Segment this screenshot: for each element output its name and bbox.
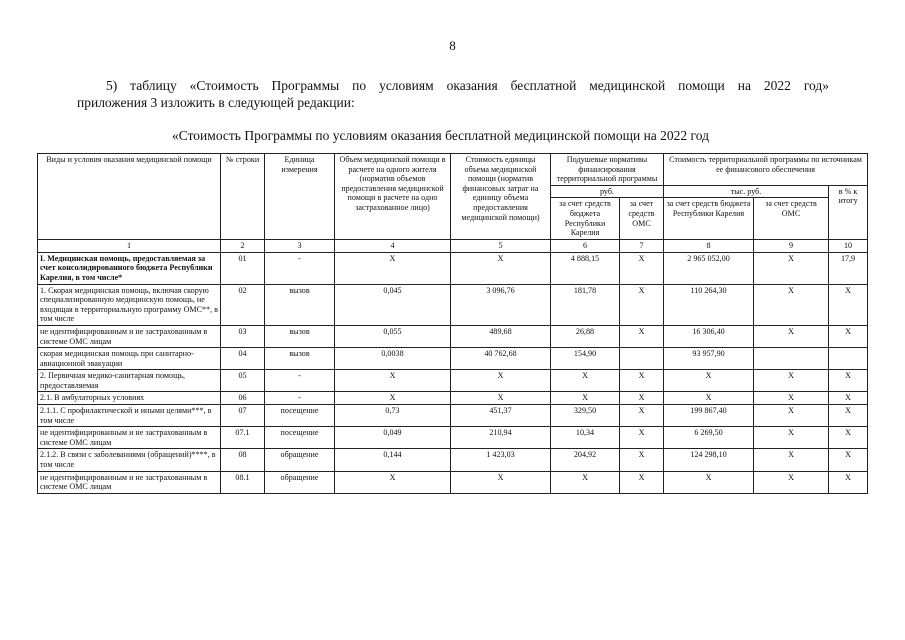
row-total-budget: 199 867,40 [664, 405, 754, 427]
header-rub: руб. [551, 185, 664, 198]
row-unit: обращение [265, 471, 335, 493]
table-row [38, 392, 868, 405]
row-name: не идентифицированным и не застрахованным в системе ОМС лицам [38, 325, 221, 347]
row-per-capita-budget: 26,88 [551, 325, 620, 347]
row-unit-cost: X [451, 392, 551, 405]
header-budget-karelia-2: за счет средств бюджета Республики Карелия [664, 198, 754, 239]
row-number: 01 [221, 252, 265, 284]
row-total-oms: X [754, 427, 829, 449]
row-pct [829, 348, 868, 370]
row-volume: X [335, 370, 451, 392]
row-unit: - [265, 370, 335, 392]
row-per-capita-budget: X [551, 392, 620, 405]
row-per-capita-budget: 329,50 [551, 405, 620, 427]
header-oms-2: за счет средств ОМС [754, 198, 829, 239]
table-row [38, 427, 868, 449]
row-per-capita-budget: 4 888,15 [551, 252, 620, 284]
row-total-budget: X [664, 471, 754, 493]
row-per-capita-budget: 204,92 [551, 449, 620, 471]
intro-paragraph [77, 77, 829, 111]
row-per-capita-budget: 181,78 [551, 284, 620, 325]
row-total-budget: 16 306,40 [664, 325, 754, 347]
row-number: 02 [221, 284, 265, 325]
header-kinds: Виды и условия оказания медицинской помощи [38, 154, 221, 240]
header-pct-total: в % к итогу [829, 185, 868, 239]
row-unit: - [265, 392, 335, 405]
row-pct: 17,9 [829, 252, 868, 284]
row-total-oms [754, 348, 829, 370]
header-oms: за счет средств ОМС [620, 198, 664, 239]
row-unit-cost: X [451, 471, 551, 493]
row-per-capita-oms: X [620, 449, 664, 471]
row-number: 08 [221, 449, 265, 471]
col-number: 7 [620, 239, 664, 252]
intro-line-1: 5) таблицу «Стоимость Программы по условиям оказания бесплатной медицинской помощи на 2022 год» [106, 78, 829, 93]
row-number: 08.1 [221, 471, 265, 493]
row-per-capita-oms [620, 348, 664, 370]
table-row [38, 471, 868, 493]
page-number: 8 [449, 38, 456, 53]
row-volume: X [335, 252, 451, 284]
row-total-oms: X [754, 284, 829, 325]
col-number: 1 [38, 239, 221, 252]
row-pct: X [829, 370, 868, 392]
row-per-capita-oms: X [620, 392, 664, 405]
header-volume: Объем медицинской помощи в расчете на одного жителя (норматив объемов предоставления медицинской помощи в расчете на одно застрахованное лицо) [335, 154, 451, 240]
row-name: не идентифицированным и не застрахованным в системе ОМС лицам [38, 427, 221, 449]
row-unit-cost: 1 423,03 [451, 449, 551, 471]
row-per-capita-budget: X [551, 471, 620, 493]
header-territorial-cost: Стоимость территориальной программы по источникам ее финансового обеспечения [664, 154, 868, 186]
intro-line-2: приложения 3 изложить в следующей редакции: [77, 95, 355, 110]
row-volume: 0,049 [335, 427, 451, 449]
col-number: 4 [335, 239, 451, 252]
row-per-capita-budget: X [551, 370, 620, 392]
row-total-oms: X [754, 392, 829, 405]
header-thousand-rub: тыс. руб. [664, 185, 829, 198]
row-volume: 0,144 [335, 449, 451, 471]
row-unit: вызов [265, 348, 335, 370]
header-unit: Единица измерения [265, 154, 335, 240]
row-unit-cost: 489,68 [451, 325, 551, 347]
table-row [38, 370, 868, 392]
header-budget-karelia: за счет средств бюджета Республики Карелия [551, 198, 620, 239]
row-name: скорая медицинская помощь при санитарно-авиационной эвакуации [38, 348, 221, 370]
row-volume: 0,055 [335, 325, 451, 347]
row-total-oms: X [754, 325, 829, 347]
row-per-capita-oms: X [620, 427, 664, 449]
row-volume: X [335, 471, 451, 493]
row-unit: - [265, 252, 335, 284]
table-row [38, 449, 868, 471]
col-number: 10 [829, 239, 868, 252]
row-total-oms: X [754, 405, 829, 427]
row-per-capita-oms: X [620, 471, 664, 493]
row-number: 07.1 [221, 427, 265, 449]
row-total-budget: 124 298,10 [664, 449, 754, 471]
row-per-capita-oms: X [620, 405, 664, 427]
row-unit: обращение [265, 449, 335, 471]
row-pct: X [829, 427, 868, 449]
row-unit-cost: 40 762,68 [451, 348, 551, 370]
row-total-budget: 93 957,90 [664, 348, 754, 370]
row-per-capita-oms: X [620, 325, 664, 347]
row-per-capita-budget: 10,34 [551, 427, 620, 449]
row-number: 04 [221, 348, 265, 370]
table-row [38, 252, 868, 284]
row-pct: X [829, 405, 868, 427]
row-unit: посещение [265, 427, 335, 449]
row-unit-cost: X [451, 370, 551, 392]
table-row [38, 284, 868, 325]
col-number: 3 [265, 239, 335, 252]
row-number: 03 [221, 325, 265, 347]
row-number: 07 [221, 405, 265, 427]
row-name: не идентифицированным и не застрахованным в системе ОМС лицам [38, 471, 221, 493]
row-pct: X [829, 392, 868, 405]
col-number: 2 [221, 239, 265, 252]
row-pct: X [829, 471, 868, 493]
row-name: I. Медицинская помощь, предоставляемая за счет консолидированного бюджета Республики Карелия, в том числе* [38, 252, 221, 284]
row-unit: вызов [265, 325, 335, 347]
row-per-capita-budget: 154,90 [551, 348, 620, 370]
row-name: 2.1.2. В связи с заболеваниями (обращений)****, в том числе [38, 449, 221, 471]
row-total-budget: 110 264,30 [664, 284, 754, 325]
header-per-capita: Подушевые нормативы финансирования территориальной программы [551, 154, 664, 186]
row-unit-cost: X [451, 252, 551, 284]
table-row [38, 405, 868, 427]
row-per-capita-oms: X [620, 284, 664, 325]
column-number-row [38, 239, 868, 252]
row-number: 05 [221, 370, 265, 392]
row-total-oms: X [754, 449, 829, 471]
col-number: 9 [754, 239, 829, 252]
row-volume: 0,0038 [335, 348, 451, 370]
col-number: 6 [551, 239, 620, 252]
row-per-capita-oms: X [620, 370, 664, 392]
row-name: 2.1.1. С профилактической и иными целями***, в том числе [38, 405, 221, 427]
row-pct: X [829, 449, 868, 471]
row-pct: X [829, 325, 868, 347]
row-volume: 0,045 [335, 284, 451, 325]
col-number: 5 [451, 239, 551, 252]
row-unit-cost: 451,37 [451, 405, 551, 427]
row-total-oms: X [754, 370, 829, 392]
row-volume: 0,73 [335, 405, 451, 427]
row-per-capita-oms: X [620, 252, 664, 284]
row-total-budget: X [664, 392, 754, 405]
row-name: 1. Скорая медицинская помощь, включая скорую специализированную медицинскую помощь, не входящая в территориальную программу ОМС**, в том числе [38, 284, 221, 325]
row-total-budget: 2 965 052,00 [664, 252, 754, 284]
row-pct: X [829, 284, 868, 325]
row-name: 2.1. В амбулаторных условиях [38, 392, 221, 405]
header-row-no: № строки [221, 154, 265, 240]
row-unit: посещение [265, 405, 335, 427]
row-total-oms: X [754, 471, 829, 493]
row-unit-cost: 3 096,76 [451, 284, 551, 325]
cost-table [37, 153, 868, 494]
row-total-budget: 6 269,50 [664, 427, 754, 449]
row-unit: вызов [265, 284, 335, 325]
row-total-budget: X [664, 370, 754, 392]
row-volume: X [335, 392, 451, 405]
table-row [38, 348, 868, 370]
row-number: 06 [221, 392, 265, 405]
table-row [38, 325, 868, 347]
row-total-oms: X [754, 252, 829, 284]
table-title: «Стоимость Программы по условиям оказания бесплатной медицинской помощи на 2022 год [172, 128, 709, 143]
row-name: 2. Первичная медико-санитарная помощь, предоставляемая [38, 370, 221, 392]
row-unit-cost: 210,94 [451, 427, 551, 449]
col-number: 8 [664, 239, 754, 252]
header-unit-cost: Стоимость единицы объема медицинской помощи (норматив финансовых затрат на единицу объема предоставления медицинской помощи) [451, 154, 551, 240]
